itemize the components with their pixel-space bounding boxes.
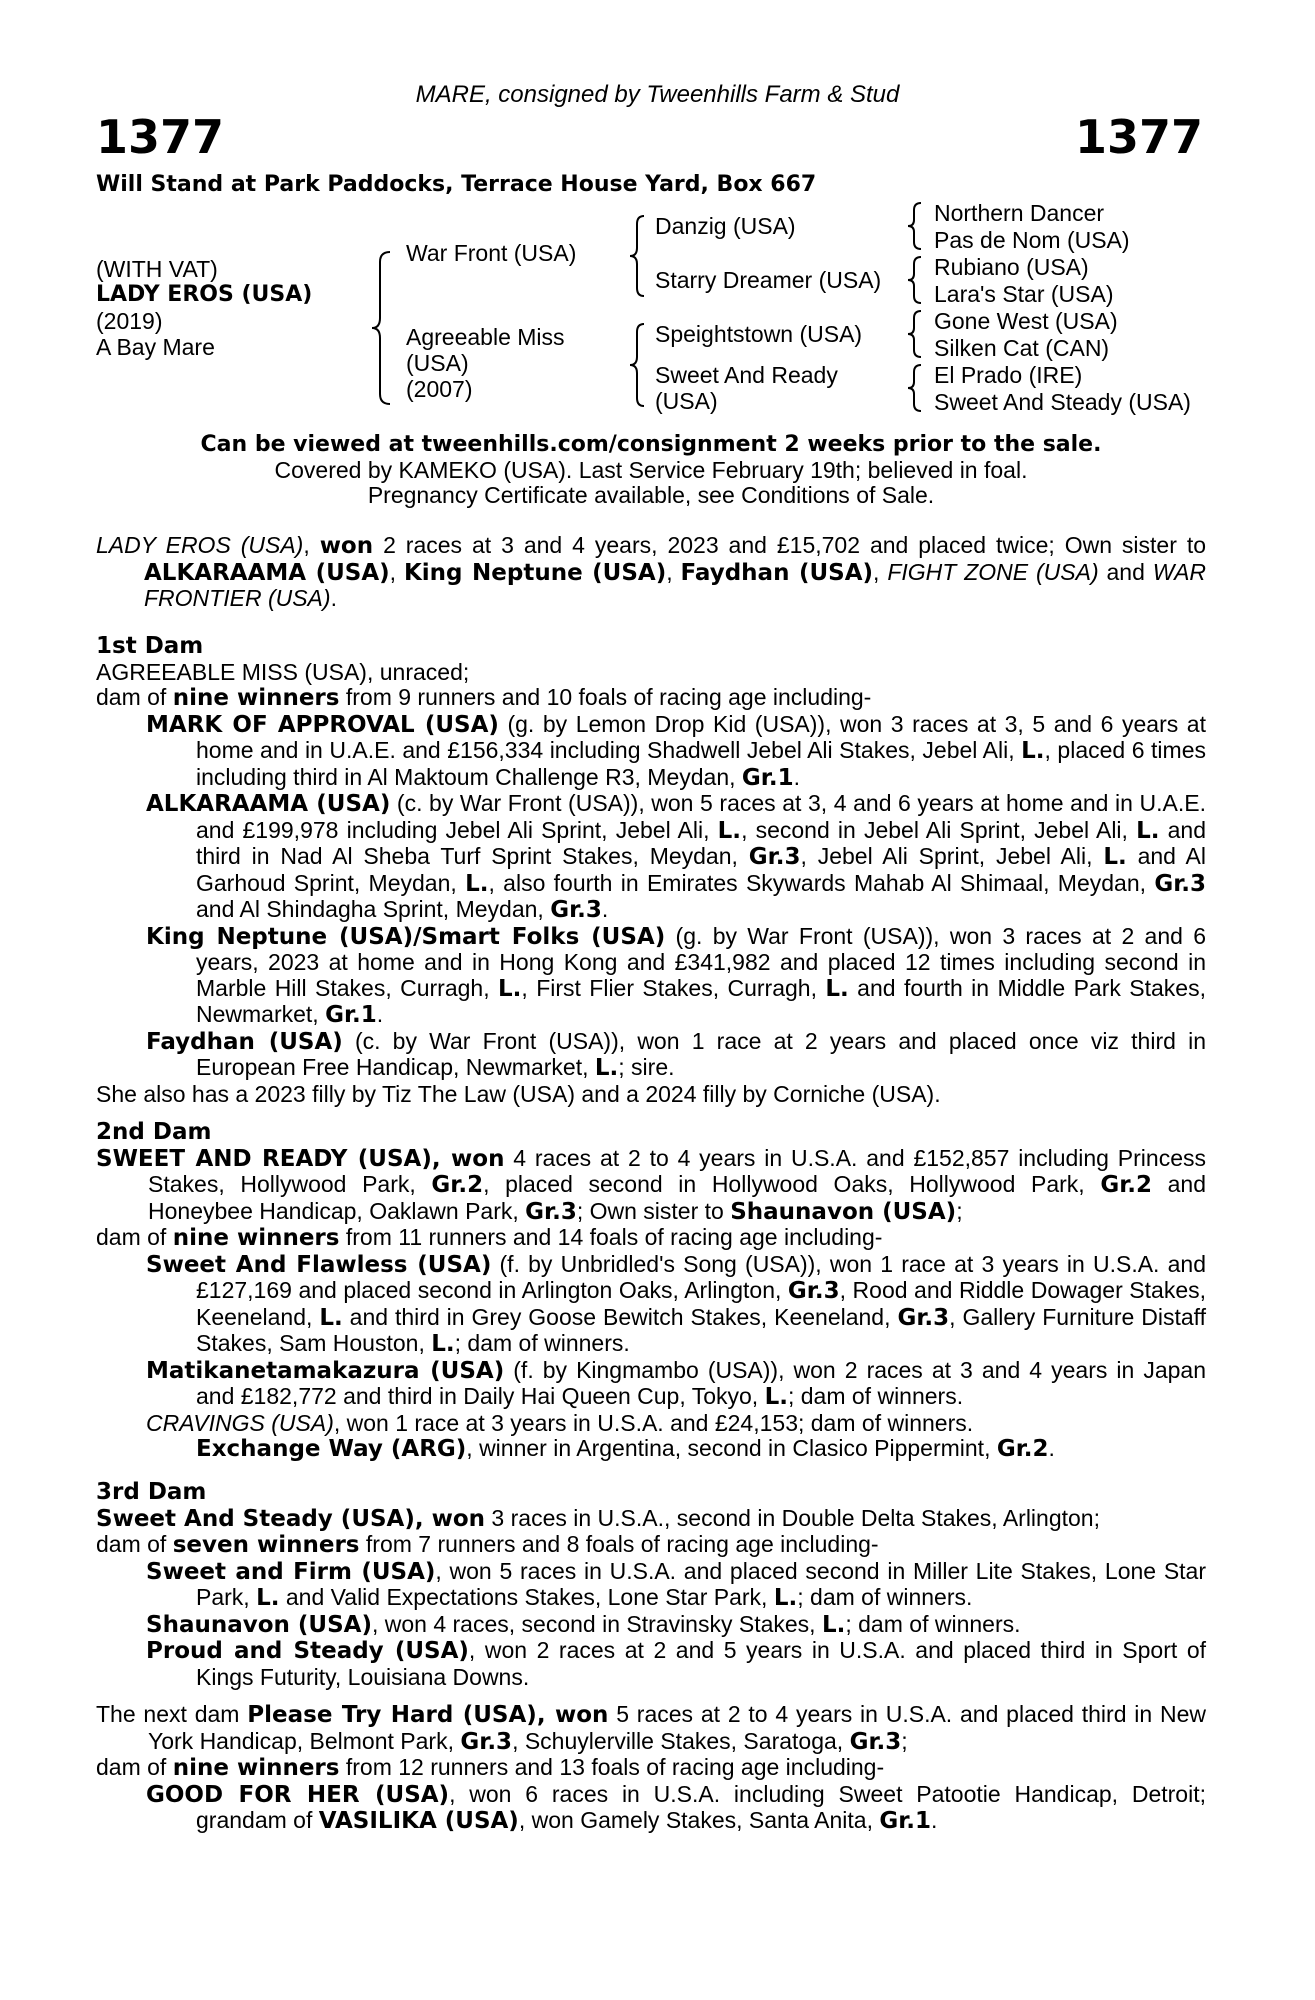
next-dam-section [96, 1702, 1206, 1835]
intro-sibling-1: ALKARAAMA (USA) [144, 559, 390, 586]
progeny-matikanetamakazura: Matikanetamakazura (USA) (f. by Kingmambo (USA)), won 2 races at 3 and 4 years in Japan and £182,772 and third in Daily Hai Queen Cup, Tokyo, L.; dam of winners. [146, 1356, 1206, 1410]
pedigree-ds: Speightstown (USA) [655, 321, 863, 347]
pedigree-dam-name: Agreeable Miss [406, 324, 565, 350]
progeny-mark-of-approval: MARK OF APPROVAL (USA) (g. by Lemon Drop Kid (USA)), won 3 races at 3, 5 and 6 years at home and in U.A.E. and £156,334 including Shadwell Jebel Ali Stakes, Jebel Ali, L., placed 6 times including third in Al Maktoum Challenge R3, Meydan, Gr.1. [146, 710, 1206, 791]
intro-sibling-4: FIGHT ZONE (USA) [887, 558, 1099, 585]
lot-number-left: 1377 [96, 110, 225, 164]
first-dam-line: AGREEABLE MISS (USA), unraced; [96, 658, 470, 685]
third-dam-dam-of: dam of seven winners from 7 runners and 8 foals of racing age including- [96, 1531, 879, 1558]
pedigree-dd-country: (USA) [655, 388, 718, 414]
progeny-king-neptune: King Neptune (USA)/Smart Folks (USA) (g. by War Front (USA)), won 3 races at 2 and 6 years, 2023 at home and in Hong Kong and £341,982 and placed 12 times including second in Marble Hill Stakes, Curragh, L., First Flier Stakes, Curragh, L. and fourth in Middle Park Stakes, Newmarket, Gr.1. [146, 922, 1206, 1028]
third-dam-section [96, 1480, 1206, 1690]
horse-description: A Bay Mare [96, 334, 215, 360]
pedigree-dd-name: Sweet And Ready [655, 362, 838, 388]
progeny-proud-and-steady: Proud and Steady (USA), won 2 races at 2 and 5 years in U.S.A. and placed third in Sport of Kings Futurity, Louisiana Downs. [146, 1637, 1206, 1690]
pedigree-dam [406, 324, 565, 402]
intro-paragraph: LADY EROS (USA), won 2 races at 3 and 4 years, 2023 and £15,702 and placed twice; Own sister to ALKARAAMA (USA), King Neptune (USA), Faydhan (USA), FIGHT ZONE (USA) and WAR FRONTIER (USA). [96, 532, 1207, 611]
brace-ds [906, 308, 924, 360]
pedigree-ss: Danzig (USA) [655, 213, 796, 239]
third-dam-line: Sweet And Steady (USA), won 3 races in U.S.A., second in Double Delta Stakes, Arlington; [96, 1504, 1100, 1532]
intro-sibling-5: WAR FRONTIER (USA) [144, 558, 1207, 611]
pedigree-dss: Gone West (USA) [934, 308, 1118, 334]
progeny-good-for-her: GOOD FOR HER (USA), won 6 races in U.S.A. including Sweet Patootie Handicap, Detroit; grandam of VASILIKA (USA), won Gamely Stakes, Santa Anita, Gr.1. [146, 1780, 1206, 1834]
covered-note: Covered by KAMEKO (USA). Last Service February 19th; believed in foal. [274, 457, 1028, 483]
viewing-note: Can be viewed at tweenhills.com/consignment 2 weeks prior to the sale. [200, 432, 1102, 457]
brace-dd [906, 362, 924, 414]
vat-label: (WITH VAT) [96, 256, 218, 282]
first-dam-heading: 1st Dam [96, 633, 204, 659]
horse-year: (2019) [96, 308, 163, 334]
brace-sire-dam [370, 248, 394, 408]
first-dam-also: She also has a 2023 filly by Tiz The Law (USA) and a 2024 filly by Corniche (USA). [96, 1080, 941, 1107]
progeny-cravings: CRAVINGS (USA), won 1 race at 3 years in U.S.A. and £24,153; dam of winners. [146, 1409, 974, 1436]
third-dam-heading: 3rd Dam [96, 1479, 207, 1505]
second-dam-section [96, 1120, 1206, 1463]
intro-sibling-2: King Neptune (USA) [403, 559, 667, 586]
next-dam-line: The next dam Please Try Hard (USA), won 5 races at 2 to 4 years in U.S.A. and placed third in New York Handicap, Belmont Park, Gr.3, Schuylerville Stakes, Saratoga, Gr.3; [96, 1701, 1207, 1755]
intro-horse-name: LADY EROS (USA) [96, 532, 304, 558]
first-dam-dam-of: dam of nine winners from 9 runners and 10 foals of racing age including- [96, 684, 872, 711]
pedigree-dam-year: (2007) [406, 376, 473, 402]
progeny-shaunavon: Shaunavon (USA), won 4 races, second in Stravinsky Stakes, L.; dam of winners. [146, 1610, 1021, 1638]
pedigree-dds: El Prado (IRE) [934, 362, 1083, 388]
brace-sd [906, 254, 924, 306]
progeny-sweet-and-flawless: Sweet And Flawless (USA) (f. by Unbridled's Song (USA)), won 1 race at 3 years in U.S.A. and £127,169 and placed second in Arlington Oaks, Arlington, Gr.3, Rood and Riddle Dowager Stakes, Keeneland, L. and third in Grey Goose Bewitch Stakes, Keeneland, Gr.3, Gallery Furniture Distaff Stakes, Sam Houston, L.; dam of winners. [146, 1250, 1206, 1357]
brace-sire-line [628, 212, 648, 300]
intro-won: won [319, 533, 374, 559]
pedigree-dam-country: (USA) [406, 350, 469, 376]
lot-number-right: 1377 [1074, 110, 1203, 164]
progeny-sweet-and-firm: Sweet and Firm (USA), won 5 races in U.S.A. and placed second in Miller Lite Stakes, Lone Star Park, L. and Valid Expectations Stakes, Lone Star Park, L.; dam of winners. [146, 1557, 1207, 1611]
pedigree-dd [655, 362, 838, 414]
progeny-exchange-way: Exchange Way (ARG), winner in Argentina, second in Clasico Pippermint, Gr.2. [196, 1435, 1055, 1462]
pedigree-ddd: Sweet And Steady (USA) [934, 389, 1191, 415]
location-line: Will Stand at Park Paddocks, Terrace House Yard, Box 667 [96, 172, 817, 197]
pedigree-sdd: Lara's Star (USA) [934, 281, 1114, 307]
next-dam-dam-of: dam of nine winners from 12 runners and 13 foals of racing age including- [96, 1754, 885, 1781]
horse-name: LADY EROS (USA) [96, 282, 313, 307]
horse-block [96, 256, 312, 360]
pedigree-sd: Starry Dreamer (USA) [655, 267, 882, 293]
progeny-faydhan: Faydhan (USA) (c. by War Front (USA)), won 1 race at 2 years and placed once viz third in European Free Handicap, Newmarket, L.; sire. [146, 1027, 1206, 1081]
brace-ss [906, 200, 924, 252]
pedigree-fourth-gen [934, 200, 1191, 416]
intro-sibling-3: Faydhan (USA) [680, 559, 874, 586]
pedigree-dsd: Silken Cat (CAN) [934, 335, 1110, 361]
pregnancy-note: Pregnancy Certificate available, see Conditions of Sale. [367, 482, 935, 508]
pedigree-ssd: Pas de Nom (USA) [934, 227, 1130, 253]
pedigree-sds: Rubiano (USA) [934, 254, 1089, 280]
pedigree-sss: Northern Dancer [934, 200, 1105, 226]
consignor-line: MARE, consigned by Tweenhills Farm & Stud [415, 81, 900, 108]
pedigree-sire: War Front (USA) [406, 240, 577, 266]
intro-text: 2 races at 3 and 4 years, 2023 and £15,702 and placed twice; Own sister to [373, 532, 1207, 558]
first-dam-section [96, 634, 1206, 1107]
second-dam-line: SWEET AND READY (USA), won 4 races at 2 to 4 years in U.S.A. and £152,857 including Princess Stakes, Hollywood Park, Gr.2, placed second in Hollywood Oaks, Hollywood Park, Gr.2 and Honeybee Handicap, Oaklawn Park, Gr.3; Own sister to Shaunavon (USA); [96, 1144, 1207, 1225]
second-dam-heading: 2nd Dam [96, 1119, 212, 1145]
brace-dam-line [628, 320, 648, 410]
second-dam-dam-of: dam of nine winners from 11 runners and 14 foals of racing age including- [96, 1224, 883, 1251]
progeny-alkaraama: ALKARAAMA (USA) (c. by War Front (USA)), won 5 races at 3, 4 and 6 years at home and in U.A.E. and £199,978 including Jebel Ali Sprint, Jebel Ali, L., second in Jebel Ali Sprint, Jebel Ali, L. and third in Nad Al Sheba Turf Sprint Stakes, Meydan, Gr.3, Jebel Ali Sprint, Jebel Ali, L. and Al Garhoud Sprint, Meydan, L., also fourth in Emirates Skywards Mahab Al Shimaal, Meydan, Gr.3 and Al Shindagha Sprint, Meydan, Gr.3. [146, 790, 1207, 923]
